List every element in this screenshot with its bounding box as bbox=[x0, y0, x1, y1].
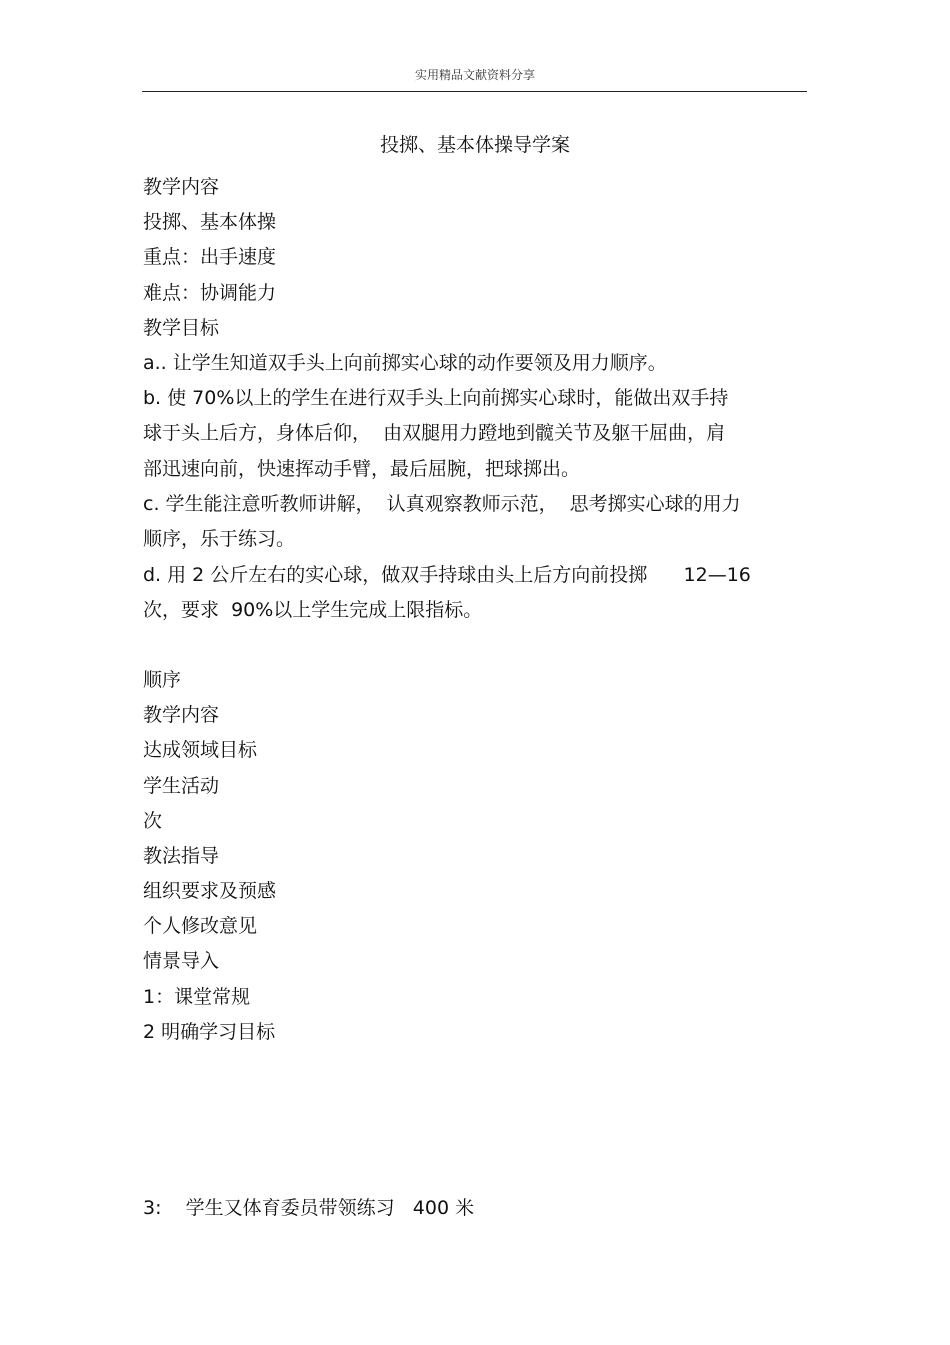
text-line: 教学内容 bbox=[143, 704, 220, 726]
text-line: 达成领域目标 bbox=[143, 739, 258, 761]
text-line: 教法指导 bbox=[143, 845, 220, 867]
text-line: 教学内容 bbox=[143, 176, 220, 198]
text-line: 次，要求 90%以上学生完成上限指标。 bbox=[143, 599, 483, 621]
text-line: 3: 学生又体育委员带领练习 400 米 bbox=[143, 1197, 475, 1219]
text-line: a.. 让学生知道双手头上向前掷实心球的动作要领及用力顺序。 bbox=[143, 352, 667, 374]
header-divider bbox=[142, 91, 807, 92]
text-line: 球于头上后方，身体后仰， 由双腿用力蹬地到髋关节及躯干屈曲，肩 bbox=[143, 422, 726, 444]
text-line: 顺序 bbox=[143, 669, 182, 691]
text-line: 教学目标 bbox=[143, 317, 220, 339]
document-title: 投掷、基本体操导学案 bbox=[379, 134, 570, 156]
text-line: 次 bbox=[143, 810, 163, 832]
text-line: 重点：出手速度 bbox=[143, 246, 277, 268]
text-line: c. 学生能注意听教师讲解， 认真观察教师示范， 思考掷实心球的用力 bbox=[143, 493, 741, 515]
text-line: 情景导入 bbox=[143, 950, 220, 972]
text-line: 2 明确学习目标 bbox=[143, 1021, 276, 1043]
text-line: 顺序，乐于练习。 bbox=[143, 528, 296, 550]
text-line: 难点：协调能力 bbox=[143, 282, 277, 304]
text-line: b. 使 70%以上的学生在进行双手头上向前掷实心球时，能做出双手持 bbox=[143, 387, 729, 409]
text-line: 个人修改意见 bbox=[143, 915, 258, 937]
text-line: 投掷、基本体操 bbox=[143, 211, 277, 233]
text-line: 部迅速向前，快速挥动手臂，最后屈腕，把球掷出。 bbox=[143, 458, 581, 480]
page-header: 实用精品文献资料分享 bbox=[414, 68, 535, 82]
text-line: d. 用 2 公斤左右的实心球，做双手持球由头上后方向前投掷 12—16 bbox=[143, 564, 751, 586]
text-line: 1：课堂常规 bbox=[143, 986, 251, 1008]
text-line: 学生活动 bbox=[143, 775, 220, 797]
text-line: 组织要求及预感 bbox=[143, 880, 277, 902]
